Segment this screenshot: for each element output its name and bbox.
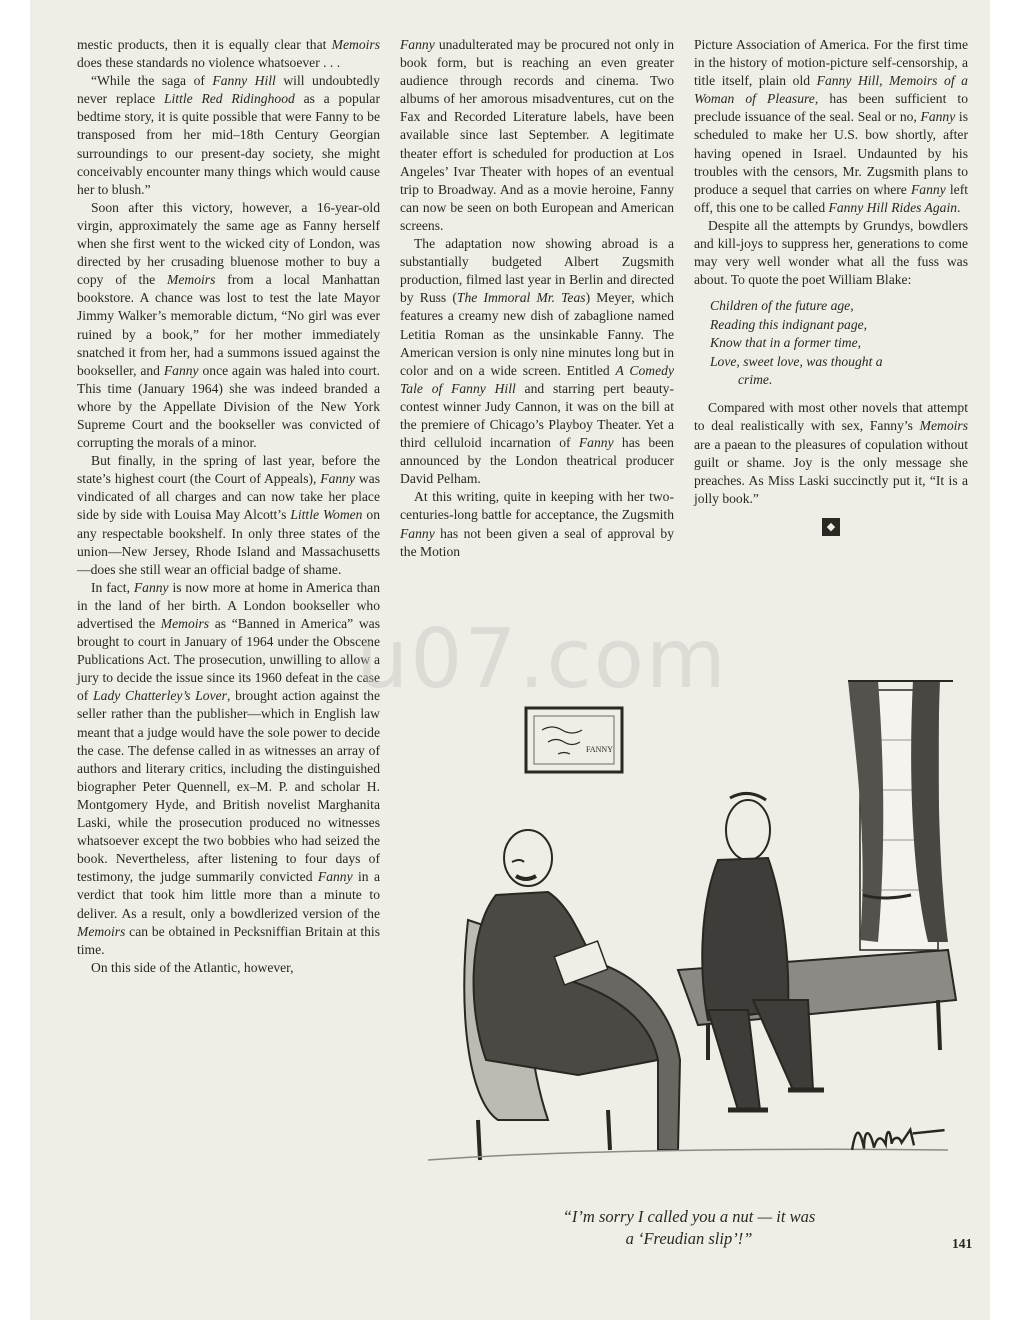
column-1-paragraph: But finally, in the spring of last year, before the state’s highest court (the Court of Appeals), Fanny was vindicated of all charges and can now take her place side by side with Louisa May Alcott’s Little Women on any respectable bookshelf. In only three states of the union—New Jersey, Rhode Island and Massachusetts—does she still wear an official badge of shame. — [77, 453, 380, 577]
column-1-paragraph: In fact, Fanny is now more at home in America than in the land of her birth. A London bookseller who advertised the Memoirs as “Banned in America” was brought to court in January of 1964 under the Obscene Publications Act. The prosecution, unwilling to allow a jury to decide the issue since its 1960 defeat in the case of Lady Chatterley’s Lover, brought action against the seller rather than the publisher—which in English law meant that a judge would have the sole power to decide the case. The defense called in as witnesses an array of authors and literary critics, including the distinguished biographer Peter Quennell, ex–M. P. and scholar H. Montgomery Hyde, and British novelist Marghanita Laski, while the prosecution produced no witnesses whatsoever except the two bobbies who had seized the book. Nevertheless, after listening to four days of testimony, the judge summarily convicted Fanny in a verdict that took him little more than a minute to deliver. As a result, only a bowdlerized version of the Memoirs can be obtained in Pecksniffian Britain at this time. — [77, 579, 381, 957]
text-column-2 — [400, 36, 674, 561]
cartoon-illustration — [408, 680, 970, 1190]
wall-picture-frame — [526, 708, 622, 772]
text-column-1 — [77, 36, 380, 977]
blake-poem — [710, 297, 968, 389]
poem-line: crime. — [738, 371, 773, 387]
column-2-paragraph: The adaptation now showing abroad is a substantially budgeted Albert Zugsmith production, filmed last year in Berlin and directed by Russ (The Immoral Mr. Teas) Meyer, which features a creamy new dish of zabaglione named Letitia Roman as the unsinkable Fanny. The American version is only nine minutes long but in color and on a wide screen. Entitled A Comedy Tale of Fanny Hill and starring pert beauty-contest winner Judy Cannon, it was on the bill at the premiere of Chicago’s Playboy Theater. Yet a third celluloid incarnation of Fanny has been announced by the London theatrical producer David Pelham. — [400, 236, 674, 487]
column-3-text-after-poem — [694, 399, 968, 508]
column-2-paragraph: At this writing, quite in keeping with her two-centuries-long battle for acceptance, the Zugsmith Fanny has not been given a seal of approval by the Motion — [400, 489, 674, 559]
poem-line: Children of the future age, — [710, 298, 854, 314]
artist-signature — [850, 1124, 945, 1152]
frame-text: FANNY — [586, 745, 613, 754]
magazine-page — [30, 0, 990, 1320]
watermark: u07.com — [356, 612, 728, 707]
column-1-paragraph: mestic products, then it is equally clear that Memoirs does these standards no violence whatsoever . . . — [77, 37, 380, 71]
patient-figure — [702, 793, 824, 1110]
caption-line-2: a ‘Freudian slip’!” — [625, 1229, 753, 1248]
playboy-bunny-end-mark: ◆ — [822, 518, 840, 536]
column-3-text-before-poem — [694, 36, 968, 289]
caption-line-1: “I’m sorry I called you a nut — it was — [562, 1207, 816, 1226]
poem-line: Love, sweet love, was thought a — [710, 353, 883, 369]
column-1-paragraph: “While the saga of Fanny Hill will undoubtedly never replace Little Red Ridinghood as a popular bedtime story, it is quite possible that were Fanny to be transposed from her mid–18th Century Georgian surroundings to our present-day society, she might conceivably encounter many things which would cause her to blush.” — [77, 73, 380, 197]
window-curtain — [848, 680, 953, 950]
cartoon-caption — [408, 1206, 973, 1251]
page-number: 141 — [952, 1236, 973, 1251]
poem-line: Know that in a former time, — [710, 335, 862, 351]
column-1-paragraph: On this side of the Atlantic, however, — [91, 959, 294, 975]
column-3-paragraph: Compared with most other novels that attempt to deal realistically with sex, Fanny’s Memoirs are a paean to the pleasures of copulation without guilt or shame. Joy is the only message she preaches. As Miss Laski succinctly put it, “It is a jolly book.” — [694, 400, 968, 506]
column-1-paragraph: Soon after this victory, however, a 16-year-old virgin, approximately the same age as Fanny herself when she first went to the wicked city of London, was directed by her crusading bluenose mother to buy a copy of the Memoirs from a local Manhattan bookstore. A chance was lost to test the late Mayor Jimmy Walker’s memorable dictum, “No girl was ever ruined by a book,” for her mother immediately snatched it from her, had a summons issued against the bookseller, and Fanny once again was haled into court. This time (January 1964) she was indeed branded a whore by the Appellate Division of the New York Supreme Court and the bookseller was convicted of corrupting the morals of a minor. — [77, 199, 380, 451]
poem-line: Reading this indignant page, — [710, 316, 868, 332]
column-3-paragraph: Picture Association of America. For the first time in the history of motion-picture self-censorship, a title itself, plain old Fanny Hill, Memoirs of a Woman of Pleasure, has been sufficient to preclude issuance of the seal. Seal or no, Fanny is scheduled to make her U.S. bow shortly, after having opened in Israel. Undaunted by his troubles with the censors, Mr. Zugsmith plans to produce a sequel that carries on where Fanny left off, this one to be called Fanny Hill Rides Again. — [694, 37, 969, 215]
text-column-3 — [694, 36, 968, 536]
column-3-paragraph: Despite all the attempts by Grundys, bowdlers and kill-joys to suppress her, generations to come may very well wonder what all the fuss was about. To quote the poet William Blake: — [694, 217, 968, 288]
column-2-paragraph: Fanny unadulterated may be procured not only in book form, but is reaching an even greater audience through records and cinema. Two albums of her amorous misadventures, cut on the Fax and Recorded Literature labels, have been available since last September. A legitimate theater effort is scheduled for production at Los Angeles’ Ivar Theater with hopes of an eventual trip to Broadway. And as a movie heroine, Fanny can now be seen on both European and American screens. — [400, 37, 674, 233]
